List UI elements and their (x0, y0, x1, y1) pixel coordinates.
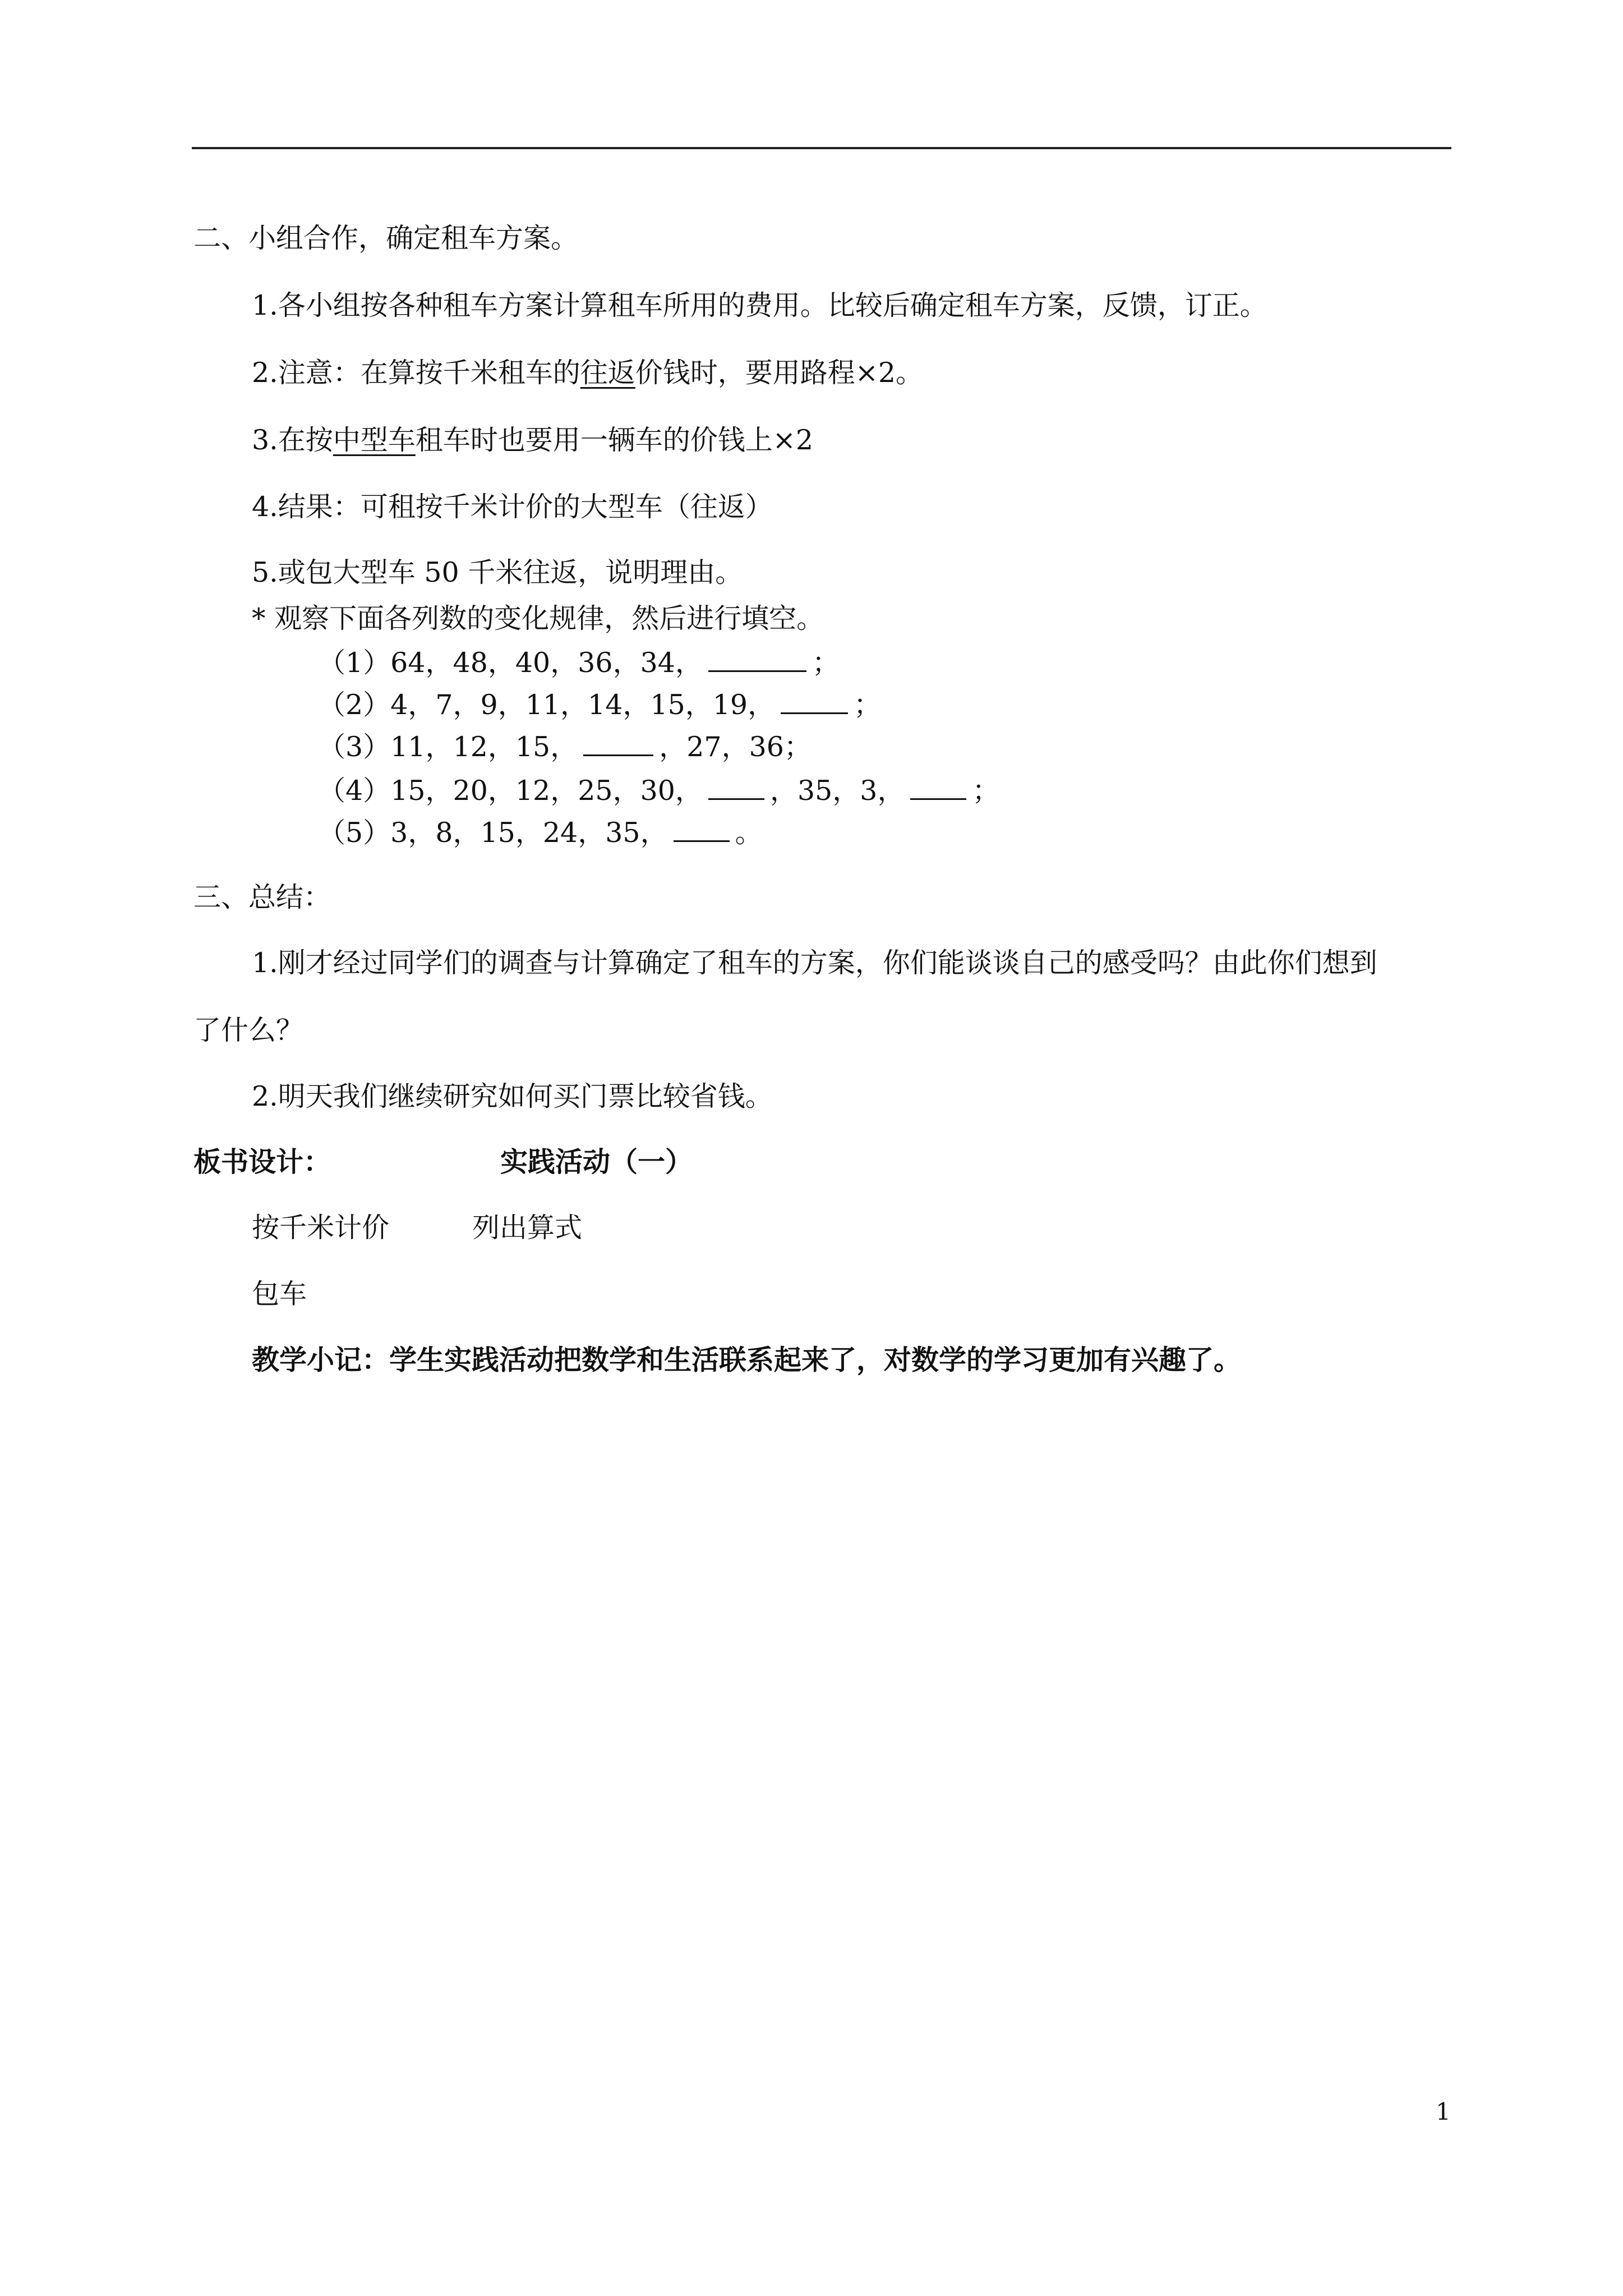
answer-blank (708, 650, 806, 672)
text-segment: 3.在按 (252, 424, 333, 456)
summary-item: 2.明天我们继续研究如何买门票比较省钱。 (252, 1080, 773, 1112)
board-line: 按千米计价 (252, 1212, 390, 1244)
step-item (252, 357, 924, 389)
board-line: 包车 (252, 1278, 307, 1310)
answer-blank (708, 778, 764, 800)
section-heading: 三、总结： (193, 881, 331, 913)
step-item (252, 426, 813, 454)
exercise-intro: * 观察下面各列数的变化规律，然后进行填空。 (252, 602, 824, 634)
step-item: 1.各小组按各种租车方案计算租车所用的费用。比较后确定租车方案，反馈，订正。 (252, 289, 1267, 321)
answer-blank (781, 692, 848, 714)
text-segment: 价钱时，要用路程×2。 (635, 357, 924, 389)
exercise-row: （3）11，12，15， ，27，36； (318, 731, 811, 763)
exercise-row: （1）64，48，40，36，34， ； (318, 647, 840, 679)
exercise-row: （5）3，8，15，24，35， 。 (318, 817, 763, 849)
teaching-note: 教学小记：学生实践活动把数学和生活联系起来了，对数学的学习更加有兴趣了。 (252, 1343, 1242, 1376)
summary-item-continued: 了什么？ (193, 1014, 304, 1046)
underlined-text: 往返 (580, 357, 635, 389)
step-item: 5.或包大型车 50 千米往返，说明理由。 (252, 556, 743, 588)
board-line: 列出算式 (472, 1212, 583, 1244)
text-segment: 2.注意：在算按千米租车的 (252, 357, 580, 389)
answer-blank (674, 820, 730, 842)
board-design-title: 实践活动（一） (500, 1145, 693, 1178)
step-item: 4.结果：可租按千米计价的大型车（往返） (252, 491, 773, 523)
underlined-text: 中型车 (333, 424, 416, 456)
text-segment: 租车时也要用一辆车的价钱上×2 (415, 424, 814, 456)
board-design-label: 板书设计： (193, 1145, 331, 1178)
summary-item: 1.刚才经过同学们的调查与计算确定了租车的方案，你们能谈谈自己的感受吗？由此你们想到 (252, 947, 1377, 979)
answer-blank (583, 734, 653, 756)
section-heading: 二、小组合作，确定租车方案。 (193, 222, 579, 254)
page-number: 1 (1436, 2098, 1451, 2125)
exercise-row: （4）15，20，12，25，30， ，35，3， ； (318, 775, 1000, 807)
exercise-row: （2）4，7，9，11，14，15，19， ； (318, 689, 882, 721)
answer-blank (910, 778, 966, 800)
header-rule (192, 147, 1451, 149)
